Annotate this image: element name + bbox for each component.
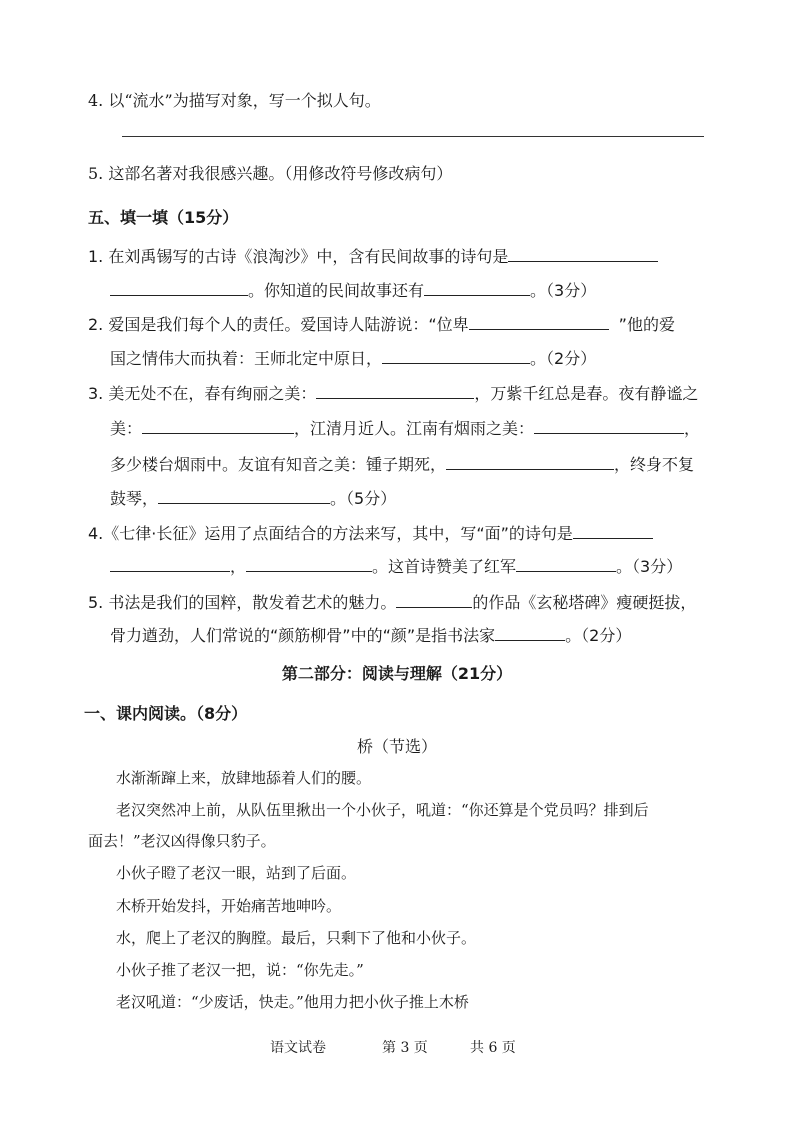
fill-2-text-c: 国之情伟大而执着：王师北定中原日， <box>110 349 383 368</box>
fill-3-text-e: ， <box>684 419 701 438</box>
fill-1-text-a: 1. 在刘禹锡写的古诗《浪淘沙》中，含有民间故事的诗句是 <box>88 247 509 266</box>
fill-1-blank-3[interactable] <box>424 277 530 296</box>
fill-5-text-d: 。（2分） <box>565 626 632 645</box>
passage-line: 面去！”老汉凶得像只豹子。 <box>88 832 276 850</box>
fill-3-blank-1[interactable] <box>316 380 474 399</box>
fill-3-text-g: ，终身不复 <box>614 455 695 474</box>
fill-4-text-d: 。（3分） <box>616 557 683 576</box>
question-4: 4. 以“流水”为描写对象，写一个拟人句。 <box>88 91 381 110</box>
fill-4-line-2 <box>110 553 682 578</box>
fill-3-text-i: 。（5分） <box>330 489 397 508</box>
passage-line: 老汉吼道：“少废话，快走。”他用力把小伙子推上木桥 <box>116 993 469 1011</box>
passage-title: 桥（节选） <box>356 737 437 756</box>
fill-3-text-b: ，万紫千红总是春。夜有静谧之 <box>474 384 699 403</box>
fill-2-text-d: 。（2分） <box>530 349 597 368</box>
fill-1-blank-1[interactable] <box>508 243 658 262</box>
passage-line: 老汉突然冲上前，从队伍里揪出一个小伙子，吼道：“你还算是个党员吗？排到后 <box>116 801 649 819</box>
fill-5-blank-2[interactable] <box>495 622 565 641</box>
fill-5-line-1 <box>88 589 696 614</box>
fill-5-blank-1[interactable] <box>396 589 472 608</box>
fill-4-line-1 <box>88 520 653 545</box>
fill-1-line-2 <box>110 277 596 302</box>
fill-1-text-b: 。你知道的民间故事还有 <box>248 281 425 300</box>
fill-3-text-d: ，江清月近人。江南有烟雨之美： <box>294 419 535 438</box>
fill-3-text-f: 多少楼台烟雨中。友谊有知音之美：锺子期死， <box>110 455 447 474</box>
passage-line: 水渐渐蹿上来，放肆地舔着人们的腰。 <box>116 769 372 787</box>
fill-3-text-a: 3. 美无处不在，春有绚丽之美： <box>88 384 317 403</box>
footer-total-pages: 共 6 页 <box>470 1040 516 1056</box>
fill-2-blank-2[interactable] <box>382 345 530 364</box>
fill-4-text-b: ， <box>230 557 247 576</box>
fill-3-text-c: 美： <box>110 419 143 438</box>
reading-1-title: 一、课内阅读。（8分） <box>84 704 248 723</box>
fill-1-blank-2[interactable] <box>110 277 248 296</box>
fill-5-text-b: 的作品《玄秘塔碑》瘦硬挺拔， <box>472 593 697 612</box>
fill-2-line-2 <box>110 345 596 370</box>
fill-4-text-a: 4.《七律·长征》运用了点面结合的方法来写，其中，写“面”的诗句是 <box>88 524 573 543</box>
fill-2-line-1 <box>88 311 675 336</box>
fill-3-line-4 <box>110 485 396 510</box>
passage-line: 小伙子瞪了老汉一眼，站到了后面。 <box>116 864 357 882</box>
fill-4-blank-3[interactable] <box>246 553 372 572</box>
fill-3-blank-2[interactable] <box>142 415 294 434</box>
fill-4-blank-4[interactable] <box>516 553 616 572</box>
fill-3-blank-3[interactable] <box>534 415 684 434</box>
fill-1-text-c: 。（3分） <box>530 281 597 300</box>
section-5-title: 五、填一填（15分） <box>88 208 239 227</box>
fill-5-text-a: 5. 书法是我们的国粹，散发着艺术的魅力。 <box>88 593 397 612</box>
fill-2-text-b: ”他的爱 <box>618 315 675 334</box>
fill-1-line-1 <box>88 243 658 268</box>
fill-5-line-2 <box>110 622 631 647</box>
passage-line: 小伙子推了老汉一把，说：“你先走。” <box>116 961 364 979</box>
fill-2-blank-1[interactable] <box>469 311 609 330</box>
passage-line: 木桥开始发抖，开始痛苦地呻吟。 <box>116 897 342 915</box>
fill-3-blank-4[interactable] <box>446 451 614 470</box>
fill-5-text-c: 骨力遒劲，人们常说的“颜筋柳骨”中的“颜”是指书法家 <box>110 626 496 645</box>
fill-4-blank-1[interactable] <box>573 520 653 539</box>
fill-2-text-a: 2. 爱国是我们每个人的责任。爱国诗人陆游说：“位卑 <box>88 315 469 334</box>
footer-page-number: 第 3 页 <box>382 1040 428 1056</box>
footer-subject: 语文试卷 <box>270 1040 326 1056</box>
fill-3-text-h: 鼓琴， <box>110 489 159 508</box>
fill-3-line-2 <box>110 415 700 440</box>
fill-3-line-1 <box>88 380 698 405</box>
question-5: 5. 这部名著对我很感兴趣。（用修改符号修改病句） <box>88 164 453 183</box>
fill-4-text-c: 。这首诗赞美了红军 <box>372 557 517 576</box>
fill-4-blank-2[interactable] <box>110 553 230 572</box>
part-2-title: 第二部分：阅读与理解（21分） <box>281 664 513 683</box>
passage-line: 水，爬上了老汉的胸膛。最后，只剩下了他和小伙子。 <box>116 929 477 947</box>
fill-3-blank-5[interactable] <box>158 485 330 504</box>
fill-3-line-3 <box>110 451 694 476</box>
answer-line-q4 <box>122 136 704 137</box>
